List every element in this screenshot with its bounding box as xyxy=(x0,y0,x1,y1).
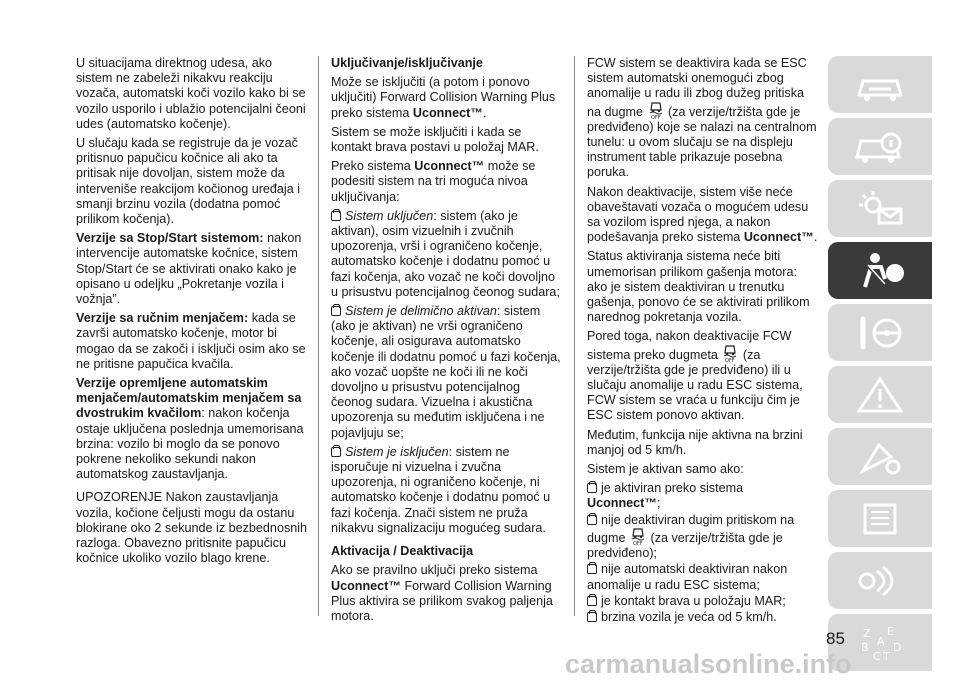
bullet-item xyxy=(331,304,563,441)
column-3 xyxy=(587,56,819,626)
column-1 xyxy=(76,56,308,571)
paragraph-text: (za verzije/tržišta gde je predviđeno) koje se nalazi na centralnom tunelu: u ovom slučaju se na displeju instrument table prikazuje posebna poruka. xyxy=(587,104,817,180)
section-heading: Aktivacija / Deaktivacija xyxy=(331,544,474,559)
brand-name: Uconnect™ xyxy=(414,159,485,174)
paragraph-text: (za verzije/tržišta gde je predviđeno) ili u slučaju anomalije u radu ESC sistema, FCW sistem se vraća u funkciju čim je ESC sistem ponovo aktivan. xyxy=(587,347,803,423)
esc-off-button-icon xyxy=(631,528,645,546)
lights-icon xyxy=(851,189,909,229)
paragraph xyxy=(76,311,308,372)
tab-warning-lights[interactable] xyxy=(828,366,932,423)
bullet-icon xyxy=(331,306,341,316)
chapter-tabs-sidebar xyxy=(828,56,940,676)
paragraph xyxy=(587,185,819,246)
paragraph-text: : nakon kočenja ostaje uključena poslednja umemorisana brzina: vozilo bi moglo da se ponovo pokrene nekoliko sekundi nakon automatskog zaustavljanja. xyxy=(76,406,304,482)
car-dashboard-icon xyxy=(851,65,909,105)
tab-emergency[interactable] xyxy=(828,428,932,485)
paragraph-text: kada se završi automatsko kočenje, motor bi mogao da se zakoči i isključi osim ako se ne pritisne papučica kvačila. xyxy=(76,311,306,371)
tab-safety[interactable] xyxy=(828,242,932,299)
paragraph xyxy=(331,563,563,624)
brand-name: Uconnect™ xyxy=(743,230,814,245)
car-info-icon xyxy=(851,127,909,167)
paragraph xyxy=(331,159,563,205)
paragraph-text: nakon intervencije automatske kočnice, sistem Stop/Start će se aktivirati onako kako je opisano u odeljku „Pokretanje vozila i vožnja”. xyxy=(76,231,302,307)
paragraph-text: može se podesiti sistem na tri moguća nivoa uključivanja: xyxy=(331,159,536,204)
bullet-text: : sistem (ako je aktivan) ne vrši ograničeno kočenje, ali osigurava automatsko kočenje ili dodatnu pomoć u fazi kočenja, ako vozač uopšte ne koči ili ne koči dovoljno u prisustvu potencijalnog čeonog sudara. Vizuelna i akustična upozorenja su međutim isključena i ne pojavljuju se; xyxy=(331,304,561,440)
bullet-icon xyxy=(587,483,597,493)
index-letter: E xyxy=(887,624,894,638)
tab-dashboard[interactable] xyxy=(828,56,932,113)
maintenance-icon xyxy=(851,499,909,539)
bullet-icon xyxy=(587,564,597,574)
bullet-icon xyxy=(587,612,597,622)
index-letter: T xyxy=(883,649,890,663)
paragraph xyxy=(587,56,819,181)
bullet-item xyxy=(331,209,563,300)
section-heading: Uključivanje/isključivanje xyxy=(331,56,483,70)
emergency-icon xyxy=(851,437,909,477)
index-letter: A xyxy=(877,634,885,648)
bold-lead: Verzije sa Stop/Start sistemom: xyxy=(76,231,264,246)
paragraph: Sistem se može isključiti i kada se kontakt brava postavi u položaj MAR. xyxy=(331,124,539,155)
bullet-text: je aktiviran preko sistema xyxy=(601,481,744,496)
bold-lead: Verzije sa ručnim menjačem: xyxy=(76,311,249,326)
bullet-icon xyxy=(331,447,341,457)
paragraph-text: Nakon deaktivacije, sistem više neće obaveštavati vozača o mogućem udesu sa vozilom ispred njega, a nakon podešavanja preko sistema xyxy=(587,184,809,245)
paragraph xyxy=(587,329,819,423)
svg-text:OFF: OFF xyxy=(725,357,736,363)
paragraph: Sistem je aktivan samo ako: xyxy=(587,462,744,477)
bullet-term: Sistem je isključen xyxy=(345,444,449,459)
bullet-text: nije deaktiviran dugim pritiskom na dugme xyxy=(587,512,795,545)
bold-lead: Verzije opremljene automatskim menjačem/automatskim menjačem sa dvostrukim kvačilom xyxy=(76,376,302,421)
esc-off-button-icon xyxy=(649,102,663,120)
bullet-text: je kontakt brava u položaju MAR; xyxy=(601,593,786,608)
bullet-text: ; xyxy=(656,496,661,511)
paragraph: Status aktiviranja sistema neće biti umemorisan prilikom gašenja motora: ako je sistem deaktiviran u trenutku gašenja, ponovo će se aktivirati prilikom narednog pokretanja vozila. xyxy=(587,249,810,325)
brand-name: Uconnect™ xyxy=(412,105,483,120)
bullet-text: (za verzije/tržišta gde je predviđeno); xyxy=(587,530,783,561)
column-divider xyxy=(574,56,575,616)
paragraph-text: . xyxy=(482,105,487,120)
watermark: carmanualsonline.info xyxy=(565,649,852,679)
bullet-text: : sistem (ako je aktivan), osim vizuelnih i zvučnih upozorenja, vrši i ograničeno kočenje, automatsko kočenje i dodatnu pomoć u fazi kočenja, ako vozač ne koči dovoljno u prisustvu potencijalnog čeonog sudara; xyxy=(331,208,560,299)
bullet-text: nije automatski deaktiviran nakon anomalije u radu ESC sistema; xyxy=(587,562,788,592)
safety-airbag-icon xyxy=(851,251,909,291)
paragraph xyxy=(76,376,308,482)
brand-name: Uconnect™ xyxy=(331,578,401,593)
index-letter: D xyxy=(893,640,902,654)
index-letter: B xyxy=(861,640,869,654)
paragraph xyxy=(331,75,563,121)
warning-lights-icon xyxy=(851,375,909,415)
bullet-item xyxy=(587,513,819,562)
svg-text:OFF: OFF xyxy=(633,540,643,546)
paragraph-text: Ako se pravilno uključi preko sistema xyxy=(331,563,538,578)
index-icon xyxy=(851,623,909,663)
bullet-text: : sistem ne isporučuje ni vizuelna i zvučna upozorenja, ni ograničeno kočenje, ni automatsko kočenje i dodatnu pomoć u fazi kočenja. Znači sistem ne pruža nikakvu signalizaciju mogućeg sudara. xyxy=(331,444,551,535)
bullet-term: Sistem je delimično aktivan xyxy=(345,304,497,319)
paragraph: Međutim, funkcija nije aktivna na brzini manjoj od 5 km/h. xyxy=(587,427,803,457)
column-divider xyxy=(318,56,319,616)
paragraph-text: Preko sistema xyxy=(331,159,415,174)
bullet-text: brzina vozila je veća od 5 km/h. xyxy=(601,609,777,624)
bullet-item xyxy=(587,610,819,625)
brand-name: Uconnect™ xyxy=(587,496,657,511)
technical-data-icon xyxy=(851,561,909,601)
index-letter: C xyxy=(873,649,881,663)
tab-car-info[interactable] xyxy=(828,118,932,175)
bullet-item xyxy=(331,445,563,536)
page-number: 85 xyxy=(826,629,845,648)
tab-technical-data[interactable] xyxy=(828,552,932,609)
tab-starting-driving[interactable] xyxy=(828,304,932,361)
paragraph-text: . xyxy=(813,230,818,245)
paragraph-text: Forward Collision Warning Plus aktivira se prilikom svakog paljenja motora. xyxy=(331,578,553,623)
paragraph-text: FCW sistem se deaktivira kada se ESC sistem automatski onemogući zbog anomalije u radu ili zbog dužeg pritiska na dugme xyxy=(587,56,807,119)
svg-text:OFF: OFF xyxy=(650,114,661,120)
bullet-item xyxy=(587,594,819,609)
warning-paragraph: UPOZORENJE Nakon zaustavljanja vozila, kočione čeljusti mogu da ostanu blokirane oko 2 sekunde iz bezbednosnih razloga. Obavezno pritisnite papučicu kočnice ukoliko vozilo blago krene. xyxy=(76,490,308,566)
paragraph: U situacijama direktnog udesa, ako sistem ne zabeleži nikakvu reakciju vozača, automatski koči vozilo kako bi se vozilo usporilo i ublažio potencijalni čeoni udes (automatsko kočenje). xyxy=(76,56,306,131)
tab-lights[interactable] xyxy=(828,180,932,237)
index-letter: Z xyxy=(863,626,871,640)
bullet-term: Sistem uključen xyxy=(345,208,434,223)
bullet-icon xyxy=(587,515,597,525)
bullet-icon xyxy=(331,211,341,221)
bullet-item xyxy=(587,562,819,592)
paragraph-text: Može se isključiti (a potom i ponovo uključiti) Forward Collision Warning Plus preko sistema xyxy=(331,75,556,120)
starting-driving-icon xyxy=(851,313,909,353)
bullet-icon xyxy=(587,596,597,606)
column-2 xyxy=(331,56,563,628)
paragraph: U slučaju kada se registruje da je vozač pritisnuo papučicu kočnice ali ako ta pritisak nije dovoljan, sistem može da interveniše reakcijom kočionog uređaja i smanji brzinu vozila (dodatna pomoć prilikom kočenja). xyxy=(76,136,301,227)
tab-maintenance[interactable] xyxy=(828,490,932,547)
bullet-item xyxy=(587,481,819,511)
paragraph xyxy=(76,231,308,307)
esc-off-button-icon xyxy=(723,345,737,363)
paragraph-text: Pored toga, nakon deaktivacije FCW sistema preko dugmeta xyxy=(587,329,792,362)
